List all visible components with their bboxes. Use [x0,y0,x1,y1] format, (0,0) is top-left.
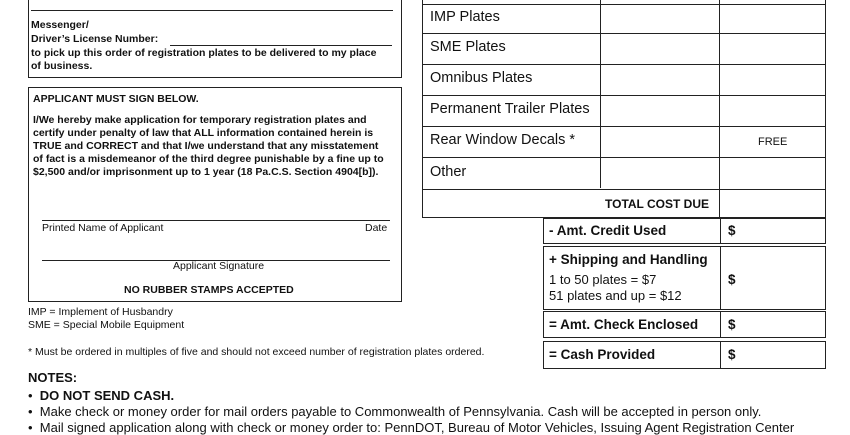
notes-item-text: Make check or money order for mail orders payable to Commonwealth of Pennsylvania. Cash will be accepted in person only. [39,404,762,419]
plates-row-label: Omnibus Plates [430,70,533,86]
applicant-statement-5: $2,500 and/or imprisonment up to 1 year (18 Pa.C.S. Section 4904[b]). [33,166,379,178]
bullet-icon: • [28,420,40,435]
check-enclosed-box [543,311,826,338]
shipping-box [543,246,826,310]
no-stamps-notice: NO RUBBER STAMPS ACCEPTED [124,284,294,296]
bullet-icon: • [28,404,40,419]
applicant-statement-3: TRUE and CORRECT and that I/we understand that any misstatement [33,140,379,152]
notes-item [28,420,794,435]
notes-item [28,388,174,403]
messenger-purpose-line1: to pick up this order of registration plates to be delivered to my place [31,47,377,59]
plates-row-trailer [422,95,826,126]
messenger-name-line[interactable] [31,10,393,11]
plates-row-omnibus [422,64,826,95]
notes-item-text: DO NOT SEND CASH. [39,388,175,403]
decal-footnote: * Must be ordered in multiples of five and should not exceed number of registration plates ordered. [28,346,485,358]
applicant-statement-1: I/We hereby make application for temporary registration plates and [33,114,367,126]
credit-used-label: - Amt. Credit Used [549,223,667,238]
applicant-statement-4: of fact is a misdemeanor of the third degree punishable by a fine up to [33,153,384,165]
plates-row-imp [422,4,826,33]
shipping-currency: $ [728,272,736,287]
printed-name-line[interactable] [42,220,390,221]
messenger-label: Messenger/ [31,19,89,31]
check-enclosed-label: = Amt. Check Enclosed [549,317,699,332]
printed-name-label: Printed Name of Applicant [42,222,164,234]
credit-used-currency: $ [728,223,736,238]
applicant-heading: APPLICANT MUST SIGN BELOW. [33,93,199,105]
bullet-icon: • [28,388,40,403]
shipping-rate-2: 51 plates and up = $12 [549,288,682,303]
messenger-purpose-line2: of business. [31,60,93,72]
total-cost-label: TOTAL COST DUE [605,197,710,211]
shipping-label: + Shipping and Handling [549,252,708,267]
cash-provided-label: = Cash Provided [549,347,656,362]
applicant-box [28,87,402,302]
notes-heading: NOTES: [28,370,78,385]
notes-item-text: Mail signed application along with check or money order to: PennDOT, Bureau of Motor Vehicles, Issuing Agent Registration Center [39,420,795,435]
cash-provided-currency: $ [728,347,736,362]
decals-price: FREE [758,136,788,148]
shipping-rate-1: 1 to 50 plates = $7 [549,272,657,287]
divider [720,247,721,309]
plates-row-decals [422,126,826,157]
divider [720,219,721,243]
check-enclosed-currency: $ [728,317,736,332]
plates-row-label: Permanent Trailer Plates [430,101,590,117]
divider [720,342,721,368]
plates-row-label: SME Plates [430,39,506,55]
plates-row-label: Rear Window Decals * [430,132,576,148]
divider [720,312,721,337]
plates-row-sme [422,33,826,64]
applicant-statement-2: certify under penalty of law that ALL information contained herein is [33,127,374,139]
plates-row-label: IMP Plates [430,9,500,25]
date-label: Date [365,222,388,234]
signature-label: Applicant Signature [173,260,265,272]
abbrev-imp: IMP = Implement of Husbandry [28,306,173,318]
messenger-box [28,0,402,78]
license-number-field[interactable] [170,45,392,46]
abbrev-sme: SME = Special Mobile Equipment [28,319,185,331]
plates-row-other [422,157,826,189]
row-line [422,189,826,190]
license-number-label: Driver’s License Number: [31,33,159,45]
cash-provided-box [543,341,826,369]
plates-row-label: Other [430,164,467,180]
credit-used-box [543,218,826,244]
notes-item [28,404,761,419]
